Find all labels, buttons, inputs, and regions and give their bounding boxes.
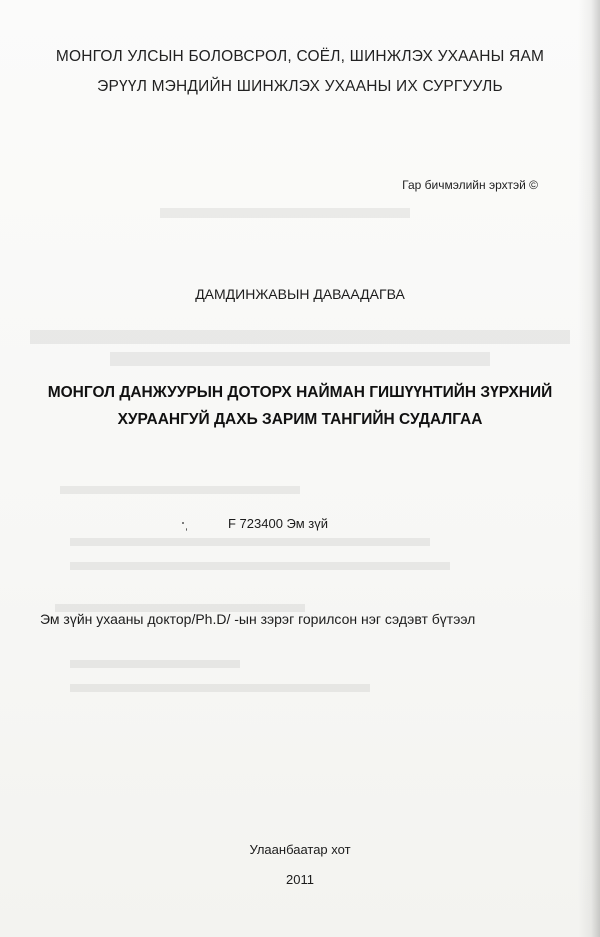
scan-speck [186,528,187,531]
specialty-code: F 723400 Эм зүй [228,516,329,531]
university-name: ЭРҮҮЛ МЭНДИЙН ШИНЖЛЭХ УХААНЫ ИХ СУРГУУЛЬ [97,78,503,95]
publication-year: 2011 [286,872,314,887]
page-edge-shadow [578,0,600,937]
author-name: ДАМДИНЖАВЫН ДАВААДАГВА [195,286,405,302]
copyright-note: Гар бичмэлийн эрхтэй © [402,178,538,192]
degree-statement: Эм зүйн ухааны доктор/Ph.D/ -ын зэрэг горилсон нэг сэдэвт бүтээл [40,611,476,627]
thesis-title-line-2: ХУРААНГУЙ ДАХЬ ЗАРИМ ТАНГИЙН СУДАЛГАА [117,411,483,428]
ministry-name: МОНГОЛ УЛСЫН БОЛОВСРОЛ, СОЁЛ, ШИНЖЛЭХ УХААНЫ ЯАМ [55,48,545,65]
scan-speck [182,522,184,524]
publication-city: Улаанбаатар хот [249,842,351,857]
thesis-title-line-1: МОНГОЛ ДАНЖУУРЫН ДОТОРХ НАЙМАН ГИШҮҮНТИЙН ЗҮРХНИЙ [47,384,553,401]
